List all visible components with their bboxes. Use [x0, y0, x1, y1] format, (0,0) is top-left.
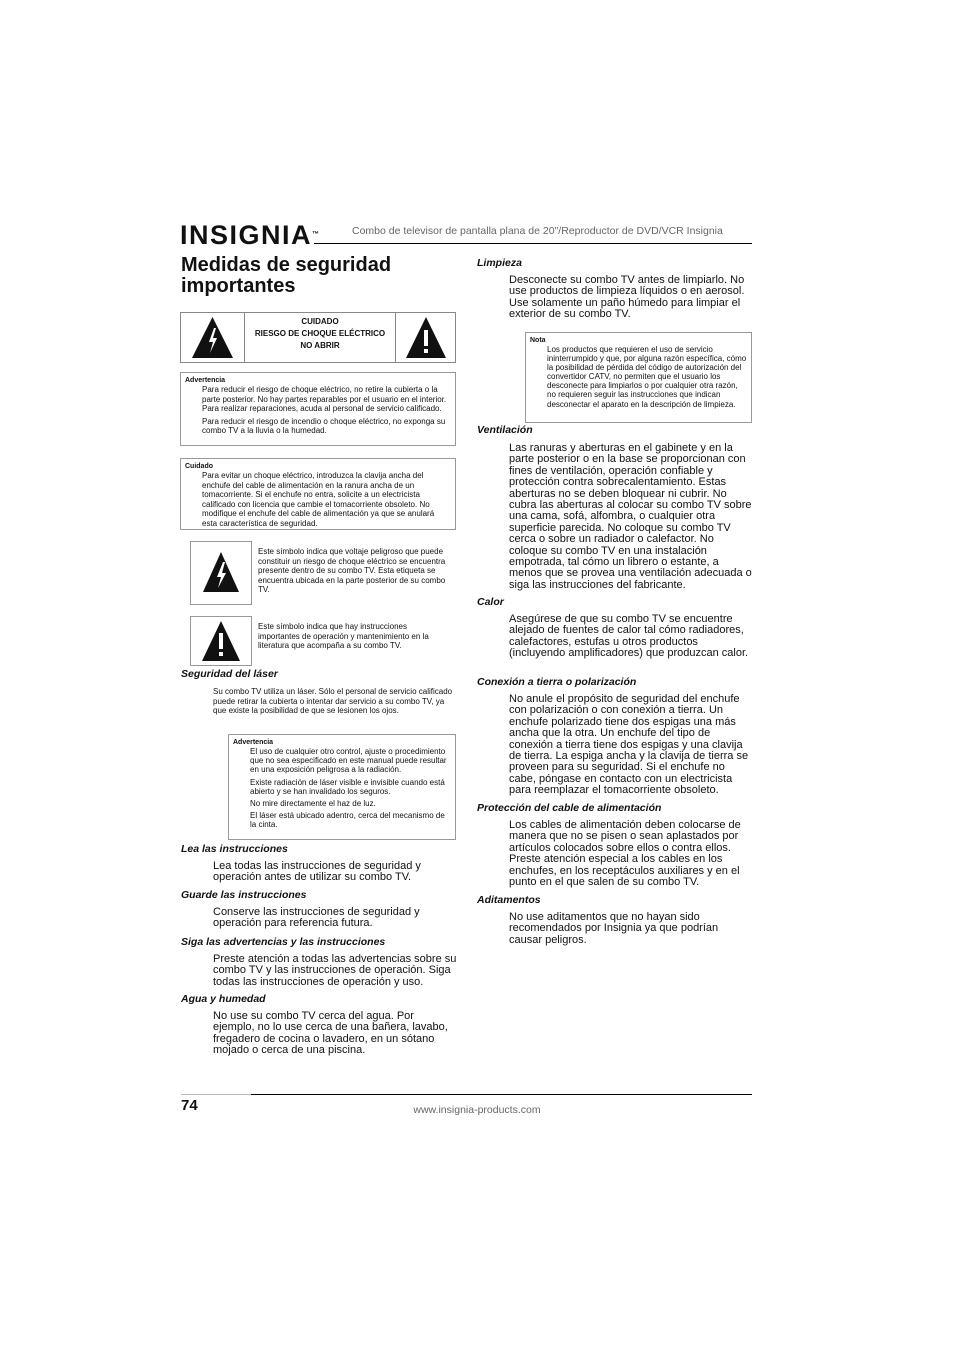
- section-heading: Siga las advertencias y las instrucciones: [181, 936, 386, 948]
- exclamation-symbol-icon: [190, 616, 252, 666]
- section-heading: Ventilación: [477, 424, 533, 436]
- insignia-logo: INSIGNIA™: [180, 220, 320, 250]
- cleaning-text: Desconecte su combo TV antes de limpiarlo. No use productos de limpieza líquidos o en aerosol. Use solamente un paño húmedo para limpiar el exterior de su combo TV.: [509, 274, 745, 321]
- section-heading: Aditamentos: [477, 894, 541, 906]
- laser-heading: Seguridad del láser: [181, 668, 278, 680]
- laser-warning-box: [228, 734, 456, 840]
- warning-box: [180, 372, 456, 446]
- section-text: No use su combo TV cerca del agua. Por ejemplo, no lo use cerca de una bañera, lavabo, fregadero de cocina o lavadero, en un sótano mojado o cerca de una piscina.: [213, 1010, 448, 1057]
- section-text: Lea todas las instrucciones de seguridad y operación antes de utilizar su combo TV.: [213, 860, 421, 884]
- section-text: No use aditamentos que no hayan sido recomendados por Insignia ya que podrían causar peligros.: [509, 911, 719, 946]
- section-text: Las ranuras y aberturas en el gabinete y en la parte posterior o en la base se proporcionan con fines de ventilación, operación confiable y protección contra sobrecalentamiento. Estas aberturas no se deben bloquear ni cubrir. No cubra las aberturas al colocar su combo TV sobre una cama, sofá, alfombra, o cualquier otra superficie parecida. No coloque su combo TV cerca o sobre un radiador o calefactor. No coloque su combo TV en una instalación empotrada, tal cómo un librero o estante, a menos que se provea una ventilación adecuada o siga las instrucciones del fabricante.: [509, 442, 752, 591]
- caution-box: [180, 458, 456, 530]
- section-heading: Guarde las instrucciones: [181, 889, 307, 901]
- lightning-symbol-icon: [190, 541, 252, 605]
- caution-label-line2: RIESGO DE CHOQUE ELÉCTRICO: [254, 329, 386, 338]
- laser-warning-item: El uso de cualquier otro control, ajuste o procedimiento que no sea especificado en este manual puede resultar en una exposición peligrosa a la radiación.: [250, 747, 447, 775]
- footer-url: www.insignia-products.com: [413, 1104, 541, 1116]
- section-text: No anule el propósito de seguridad del enchufe con polarización o con conexión a tierra. Un enchufe polarizado tiene dos espigas una más ancha que la otra. Un enchufe del tipo de conexión a tierra tiene dos espigas y una clavija de tierra. La espiga ancha y la clavija de tierra se proveen para su seguridad. Si el enchufe no cabe, póngase en contacto con un electricista para reemplazar el tomacorriente obsoleto.: [509, 693, 749, 797]
- section-heading: Agua y humedad: [181, 993, 266, 1005]
- header-rule: [314, 243, 752, 244]
- note-box: [525, 332, 752, 423]
- caution-text: Para evitar un choque eléctrico, introduzca la clavija ancha del enchufe del cable de alimentación en la ranura ancha de un tomacorriente. Si el enchufe no entra, solicite a un electricista calificado con licencia que cambie el tomacorriente obsoleto. No modifique el enchufe del cable de alimentación ya que se anulará esta característica de seguridad.: [202, 471, 435, 528]
- caution-heading: Cuidado: [185, 463, 213, 470]
- laser-text: Su combo TV utiliza un láser. Sólo el personal de servicio calificado puede retirar la cubierta o intentar dar servicio a su combo TV, ya que existe la posibilidad de que se lesionen los ojos.: [213, 687, 453, 716]
- note-text: Los productos que requieren el uso de servicio ininterrumpido y que, por alguna razón específica, cómo la posibilidad de pérdida del código de autorización del convertidor CATV, no permiten que el usuario los desconecte para limpiarlos o por cualquier otra razón, no requieren seguir las instrucciones que indican desconectar el aparato en la descripción de limpieza.: [547, 345, 747, 409]
- header-title: Combo de televisor de pantalla plana de 20"/Reproductor de DVD/VCR Insignia: [352, 225, 723, 237]
- note-heading: Nota: [530, 337, 546, 344]
- laser-warning-heading: Advertencia: [233, 739, 274, 746]
- caution-label-line3: NO ABRIR: [300, 341, 340, 350]
- section-text: Conserve las instrucciones de seguridad y operación para referencia futura.: [213, 906, 420, 930]
- warning-paragraph: Para reducir el riesgo de choque eléctrico, no retire la cubierta o la parte posterior. No hay partes reparables por el usuario en el interior. Para realizar reparaciones, acuda al personal de servicio calificado.: [202, 385, 447, 414]
- section-heading: Lea las instrucciones: [181, 843, 288, 855]
- cleaning-heading: Limpieza: [477, 257, 522, 269]
- caution-label: [180, 312, 456, 363]
- lightning-triangle-icon: [181, 313, 245, 362]
- voltage-symbol-text: Este símbolo indica que voltaje peligroso que puede constituir un riesgo de choque eléctrico se encuentra presente dentro de su combo TV. Esta etiqueta se encuentra ubicada en la parte posterior de su combo TV.: [258, 547, 446, 595]
- section-text: Preste atención a todas las advertencias sobre su combo TV y las instrucciones de operación. Siga todas las instrucciones de operación y uso.: [213, 953, 457, 988]
- page-title: Medidas de seguridad importantes: [181, 254, 392, 297]
- instructions-symbol-text: Este símbolo indica que hay instrucciones importantes de operación y mantenimiento en la literatura que acompaña a su combo TV.: [258, 622, 429, 651]
- laser-warning-item: Existe radiación de láser visible e invisible cuando está abierto y se han invalidado los seguros.: [250, 777, 445, 796]
- warning-paragraph: Para reducir el riesgo de incendio o choque eléctrico, no exponga su combo TV a la lluvia o la humedad.: [202, 416, 446, 436]
- page-number: 74: [181, 1097, 198, 1114]
- section-heading: Conexión a tierra o polarización: [477, 676, 637, 688]
- section-heading: Protección del cable de alimentación: [477, 802, 662, 814]
- section-text: Asegúrese de que su combo TV se encuentre alejado de fuentes de calor tal cómo radiadores, calefactores, estufas u otros productos (incluyendo amplificadores) que produzcan calor.: [509, 613, 749, 660]
- section-heading: Calor: [477, 596, 504, 608]
- footer-rule: [251, 1094, 752, 1095]
- footer-rule-left: [181, 1094, 251, 1095]
- laser-warning-item: No mire directamente el haz de luz.: [250, 799, 376, 809]
- warning-heading: Advertencia: [185, 377, 226, 384]
- caution-label-line1: CUIDADO: [301, 317, 339, 326]
- section-text: Los cables de alimentación deben colocarse de manera que no se pisen o sean aplastados por artículos colocados sobre ellos o contra ellos. Preste atención especial a los cables en los enchufes, en los receptáculos auxiliares y en el punto en el que salen de su combo TV.: [509, 819, 741, 889]
- exclamation-triangle-icon: [395, 313, 456, 362]
- laser-warning-item: El láser está ubicado adentro, cerca del mecanismo de la cinta.: [250, 811, 445, 830]
